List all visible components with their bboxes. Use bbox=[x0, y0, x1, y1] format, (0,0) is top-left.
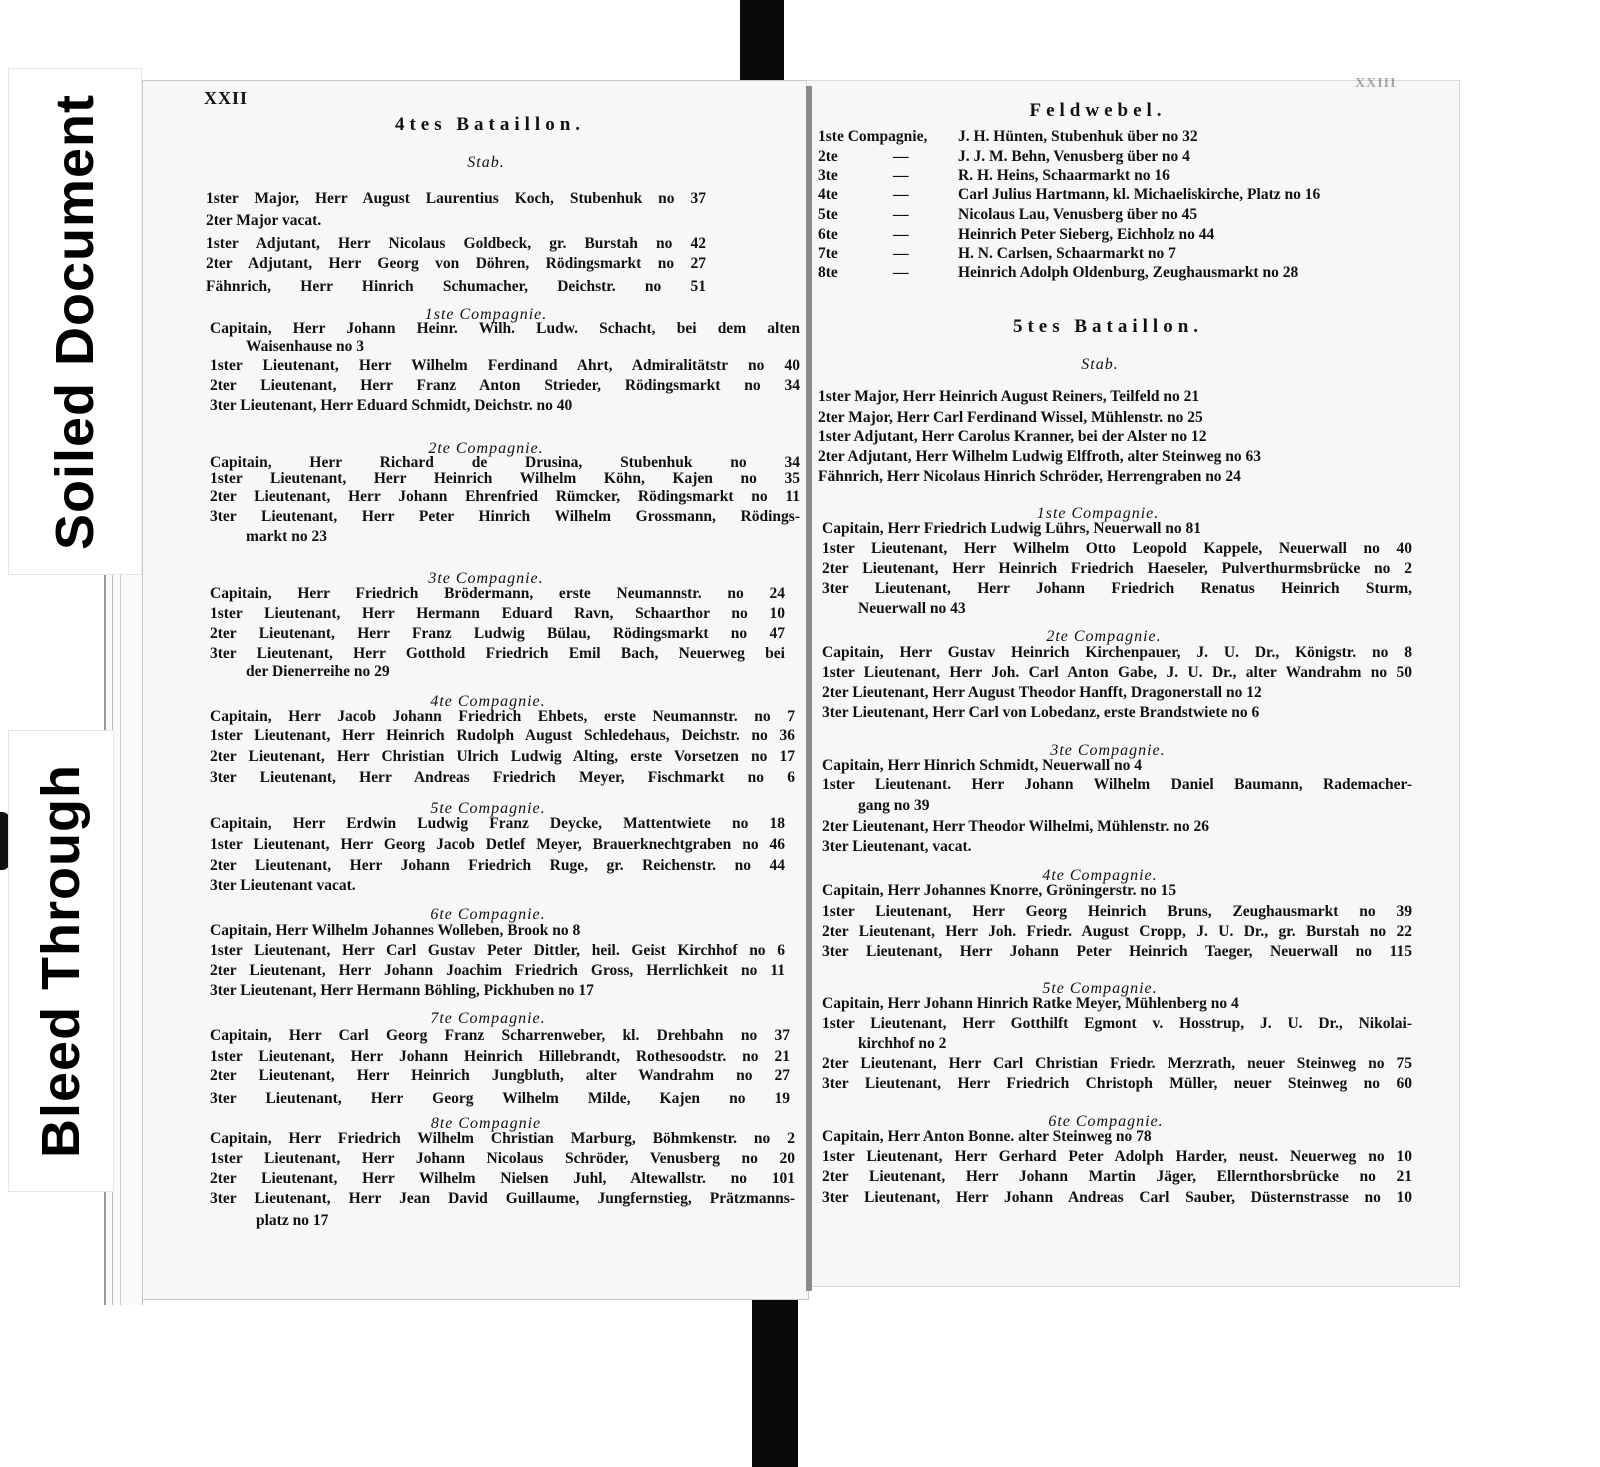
soiled-document-text: Soiled Document bbox=[45, 93, 105, 550]
feldwebel-entry: H. N. Carlsen, Schaarmarkt no 7 bbox=[958, 245, 1176, 262]
company-entry: 3ter Lieutenant, Herr Andreas Friedrich Meyer, Fischmarkt no 6 bbox=[210, 769, 795, 786]
company-entry: Capitain, Herr Erdwin Ludwig Franz Deycke, Mattentwiete no 18 bbox=[210, 815, 785, 832]
company-entry: markt no 23 bbox=[246, 528, 327, 545]
company-entry: 3ter Lieutenant, Herr Peter Hinrich Wilhelm Grossmann, Rödings- bbox=[210, 508, 800, 525]
company-heading: 6te Compagnie. bbox=[1048, 1113, 1164, 1130]
company-entry: platz no 17 bbox=[256, 1212, 329, 1229]
staff-line: 2ter Adjutant, Herr Wilhelm Ludwig Elffroth, alter Steinweg no 63 bbox=[818, 448, 1262, 465]
company-entry: der Dienerreihe no 29 bbox=[246, 663, 390, 680]
company-entry: Capitain, Herr Hinrich Schmidt, Neuerwall no 4 bbox=[822, 757, 1143, 774]
company-entry: 1ster Lieutenant. Herr Johann Wilhelm Daniel Baumann, Rademacher- bbox=[822, 776, 1412, 793]
company-entry: 3ter Lieutenant, Herr Eduard Schmidt, Deichstr. no 40 bbox=[210, 397, 573, 414]
company-entry: 1ster Lieutenant, Herr Georg Jacob Detlef Meyer, Brauerknechtgraben no 46 bbox=[210, 836, 785, 853]
bleed-through-text: Bleed Through bbox=[31, 764, 91, 1158]
staff-line: 1ster Major, Herr Heinrich August Reiners, Teilfeld no 21 bbox=[818, 388, 1200, 405]
company-entry: Capitain, Herr Friedrich Ludwig Lührs, Neuerwall no 81 bbox=[822, 520, 1202, 537]
feldwebel-entry: R. H. Heins, Schaarmarkt no 16 bbox=[958, 167, 1170, 184]
company-heading: 3te Compagnie. bbox=[1050, 742, 1166, 759]
feldwebel-company: 7te bbox=[818, 245, 838, 262]
staff-line: 2ter Adjutant, Herr Georg von Döhren, Rödingsmarkt no 27 bbox=[206, 255, 706, 272]
company-entry: 3ter Lieutenant, Herr Carl von Lobedanz, erste Brandstwiete no 6 bbox=[822, 704, 1260, 721]
company-entry: 2ter Lieutenant, Herr Franz Ludwig Bülau, Rödingsmarkt no 47 bbox=[210, 625, 785, 642]
feldwebel-dash: — bbox=[893, 206, 909, 223]
company-entry: Capitain, Herr Johann Heinr. Wilh. Ludw. Schacht, bei dem alten bbox=[210, 320, 800, 337]
feldwebel-company: 1ste Compagnie, bbox=[818, 128, 928, 145]
page-number-left: XXII bbox=[204, 88, 249, 108]
feldwebel-entry: Heinrich Adolph Oldenburg, Zeughausmarkt no 28 bbox=[958, 264, 1299, 281]
company-entry: Capitain, Herr Carl Georg Franz Scharrenweber, kl. Drehbahn no 37 bbox=[210, 1027, 790, 1044]
feldwebel-dash: — bbox=[893, 167, 909, 184]
company-entry: Neuerwall no 43 bbox=[858, 600, 966, 617]
company-heading: 2te Compagnie. bbox=[428, 440, 544, 457]
company-entry: 3ter Lieutenant, Herr Johann Andreas Carl Sauber, Düsternstrasse no 10 bbox=[822, 1189, 1412, 1206]
feldwebel-company: 2te bbox=[818, 148, 838, 165]
company-entry: 2ter Lieutenant, Herr Theodor Wilhelmi, Mühlenstr. no 26 bbox=[822, 818, 1209, 835]
company-entry: 1ster Lieutenant, Herr Heinrich Wilhelm Köhn, Kajen no 35 bbox=[210, 470, 800, 487]
company-entry: gang no 39 bbox=[858, 797, 930, 814]
company-entry: Capitain, Herr Richard de Drusina, Stubenhuk no 34 bbox=[210, 454, 800, 471]
company-entry: Capitain, Herr Anton Bonne. alter Steinweg no 78 bbox=[822, 1128, 1152, 1145]
company-heading: 4te Compagnie. bbox=[430, 693, 546, 710]
feldwebel-dash: — bbox=[893, 186, 909, 203]
bleed-through-label bbox=[8, 730, 114, 1192]
binding-strip-top bbox=[740, 0, 784, 88]
staff-heading-5: Stab. bbox=[1081, 356, 1119, 373]
company-entry: Waisenhause no 3 bbox=[246, 338, 365, 355]
company-entry: 1ster Lieutenant, Herr Wilhelm Otto Leopold Kappele, Neuerwall no 40 bbox=[822, 540, 1412, 557]
company-heading: 2te Compagnie. bbox=[1046, 628, 1162, 645]
company-heading: 4te Compagnie. bbox=[1042, 867, 1158, 884]
binding-strip-bottom bbox=[752, 1288, 798, 1467]
feldwebel-company: 3te bbox=[818, 167, 838, 184]
soiled-document-label bbox=[8, 68, 142, 575]
company-entry: 1ster Lieutenant, Herr Carl Gustav Peter Dittler, heil. Geist Kirchhof no 6 bbox=[210, 942, 785, 959]
staff-line: 2ter Major vacat. bbox=[206, 212, 322, 229]
staff-line: Fähnrich, Herr Hinrich Schumacher, Deichstr. no 51 bbox=[206, 278, 706, 295]
feldwebel-heading: Feldwebel. bbox=[1029, 100, 1167, 121]
feldwebel-entry: Carl Julius Hartmann, kl. Michaeliskirche, Platz no 16 bbox=[958, 186, 1321, 203]
feldwebel-dash: — bbox=[893, 148, 909, 165]
company-heading: 6te Compagnie. bbox=[430, 906, 546, 923]
feldwebel-entry: Nicolaus Lau, Venusberg über no 45 bbox=[958, 206, 1198, 223]
company-entry: 3ter Lieutenant, Herr Friedrich Christoph Müller, neuer Steinweg no 60 bbox=[822, 1075, 1412, 1092]
company-heading: 8te Compagnie bbox=[430, 1115, 542, 1132]
company-entry: 2ter Lieutenant, Herr Wilhelm Nielsen Juhl, Altewallstr. no 101 bbox=[210, 1170, 795, 1187]
company-entry: 1ster Lieutenant, Herr Gerhard Peter Adolph Harder, neust. Neuerweg no 10 bbox=[822, 1148, 1412, 1165]
company-entry: Capitain, Herr Johann Hinrich Ratke Meyer, Mühlenberg no 4 bbox=[822, 995, 1239, 1012]
company-entry: 2ter Lieutenant, Herr Johann Ehrenfried Rümcker, Rödingsmarkt no 11 bbox=[210, 488, 800, 505]
company-entry: 1ster Lieutenant, Herr Heinrich Rudolph August Schledehaus, Deichstr. no 36 bbox=[210, 727, 795, 744]
company-entry: 3ter Lieutenant, Herr Johann Friedrich Renatus Heinrich Sturm, bbox=[822, 580, 1412, 597]
staff-line: 2ter Major, Herr Carl Ferdinand Wissel, Mühlenstr. no 25 bbox=[818, 409, 1203, 426]
company-entry: 1ster Lieutenant, Herr Hermann Eduard Ravn, Schaarthor no 10 bbox=[210, 605, 785, 622]
company-entry: 2ter Lieutenant, Herr Heinrich Friedrich Haeseler, Pulverthurmsbrücke no 2 bbox=[822, 560, 1412, 577]
company-heading: 3te Compagnie. bbox=[428, 570, 544, 587]
company-entry: 3ter Lieutenant, Herr Gotthold Friedrich Emil Bach, Neuerweg bei bbox=[210, 645, 785, 662]
company-entry: Capitain, Herr Friedrich Brödermann, erste Neumannstr. no 24 bbox=[210, 585, 785, 602]
company-entry: 2ter Lieutenant, Herr Johann Martin Jäger, Ellernthorsbrücke no 21 bbox=[822, 1168, 1412, 1185]
company-entry: 2ter Lieutenant, Herr Christian Ulrich Ludwig Alting, erste Vorsetzen no 17 bbox=[210, 748, 795, 765]
company-heading: 5te Compagnie. bbox=[1042, 980, 1158, 997]
feldwebel-dash: — bbox=[893, 226, 909, 243]
company-entry: 1ster Lieutenant, Herr Johann Nicolaus Schröder, Venusberg no 20 bbox=[210, 1150, 795, 1167]
company-entry: Capitain, Herr Jacob Johann Friedrich Ehbets, erste Neumannstr. no 7 bbox=[210, 708, 795, 725]
company-entry: 3ter Lieutenant, Herr Jean David Guillaume, Jungfernstieg, Prätzmanns- bbox=[210, 1190, 795, 1207]
book-gutter bbox=[806, 86, 812, 1291]
company-heading: 7te Compagnie. bbox=[430, 1010, 546, 1027]
company-heading: 5te Compagnie. bbox=[430, 800, 546, 817]
feldwebel-company: 4te bbox=[818, 186, 838, 203]
feldwebel-dash: — bbox=[893, 245, 909, 262]
company-entry: 1ster Lieutenant, Herr Joh. Carl Anton Gabe, J. U. Dr., alter Wandrahm no 50 bbox=[822, 664, 1412, 681]
company-entry: 1ster Lieutenant, Herr Gotthilft Egmont v. Hosstrup, J. U. Dr., Nikolai- bbox=[822, 1015, 1412, 1032]
company-entry: Capitain, Herr Gustav Heinrich Kirchenpauer, J. U. Dr., Königstr. no 8 bbox=[822, 644, 1412, 661]
feldwebel-entry: Heinrich Peter Sieberg, Eichholz no 44 bbox=[958, 226, 1215, 243]
company-heading: 1ste Compagnie. bbox=[1036, 505, 1160, 522]
company-heading: 1ste Compagnie. bbox=[424, 306, 548, 323]
company-entry: 3ter Lieutenant, vacat. bbox=[822, 838, 972, 855]
company-entry: 1ster Lieutenant, Herr Wilhelm Ferdinand Ahrt, Admiralitätstr no 40 bbox=[210, 357, 800, 374]
company-entry: Capitain, Herr Johannes Knorre, Gröningerstr. no 15 bbox=[822, 882, 1177, 899]
feldwebel-dash: — bbox=[893, 264, 909, 281]
company-entry: 2ter Lieutenant, Herr August Theodor Hanfft, Dragonerstall no 12 bbox=[822, 684, 1262, 701]
company-entry: 3ter Lieutenant, Herr Georg Wilhelm Milde, Kajen no 19 bbox=[210, 1090, 790, 1107]
battalion-heading-5: 5tes Bataillon. bbox=[1012, 316, 1204, 337]
feldwebel-company: 8te bbox=[818, 264, 838, 281]
staff-line: 1ster Adjutant, Herr Nicolaus Goldbeck, gr. Burstah no 42 bbox=[206, 235, 706, 252]
company-entry: Capitain, Herr Wilhelm Johannes Wolleben, Brook no 8 bbox=[210, 922, 581, 939]
staff-line: 1ster Adjutant, Herr Carolus Kranner, bei der Alster no 12 bbox=[818, 428, 1207, 445]
company-entry: 2ter Lieutenant, Herr Carl Christian Friedr. Merzrath, neuer Steinweg no 75 bbox=[822, 1055, 1412, 1072]
company-entry: 2ter Lieutenant, Herr Johann Joachim Friedrich Gross, Herrlichkeit no 11 bbox=[210, 962, 785, 979]
company-entry: 3ter Lieutenant, Herr Johann Peter Heinrich Taeger, Neuerwall no 115 bbox=[822, 943, 1412, 960]
company-entry: 1ster Lieutenant, Herr Georg Heinrich Bruns, Zeughausmarkt no 39 bbox=[822, 903, 1412, 920]
company-entry: 2ter Lieutenant, Herr Heinrich Jungbluth, alter Wandrahm no 27 bbox=[210, 1067, 790, 1084]
company-entry: 2ter Lieutenant, Herr Franz Anton Strieder, Rödingsmarkt no 34 bbox=[210, 377, 800, 394]
page-number-right: XXIII bbox=[1355, 76, 1397, 91]
staff-line: 1ster Major, Herr August Laurentius Koch, Stubenhuk no 37 bbox=[206, 190, 706, 207]
company-entry: 2ter Lieutenant, Herr Joh. Friedr. August Cropp, J. U. Dr., gr. Burstah no 22 bbox=[822, 923, 1412, 940]
feldwebel-company: 5te bbox=[818, 206, 838, 223]
company-entry: Capitain, Herr Friedrich Wilhelm Christian Marburg, Böhmkenstr. no 2 bbox=[210, 1130, 795, 1147]
staff-heading-4: Stab. bbox=[467, 154, 505, 171]
battalion-heading-4: 4tes Bataillon. bbox=[394, 114, 586, 135]
company-entry: 2ter Lieutenant, Herr Johann Friedrich Ruge, gr. Reichenstr. no 44 bbox=[210, 857, 785, 874]
company-entry: 1ster Lieutenant, Herr Johann Heinrich Hillebrandt, Rothesoodstr. no 21 bbox=[210, 1048, 790, 1065]
feldwebel-entry: J. H. Hünten, Stubenhuk über no 32 bbox=[958, 128, 1198, 145]
feldwebel-company: 6te bbox=[818, 226, 838, 243]
staff-line: Fähnrich, Herr Nicolaus Hinrich Schröder, Herrengraben no 24 bbox=[818, 468, 1241, 485]
company-entry: kirchhof no 2 bbox=[858, 1035, 947, 1052]
company-entry: 3ter Lieutenant, Herr Hermann Böhling, Pickhuben no 17 bbox=[210, 982, 594, 999]
feldwebel-entry: J. J. M. Behn, Venusberg über no 4 bbox=[958, 148, 1190, 165]
company-entry: 3ter Lieutenant vacat. bbox=[210, 877, 356, 894]
